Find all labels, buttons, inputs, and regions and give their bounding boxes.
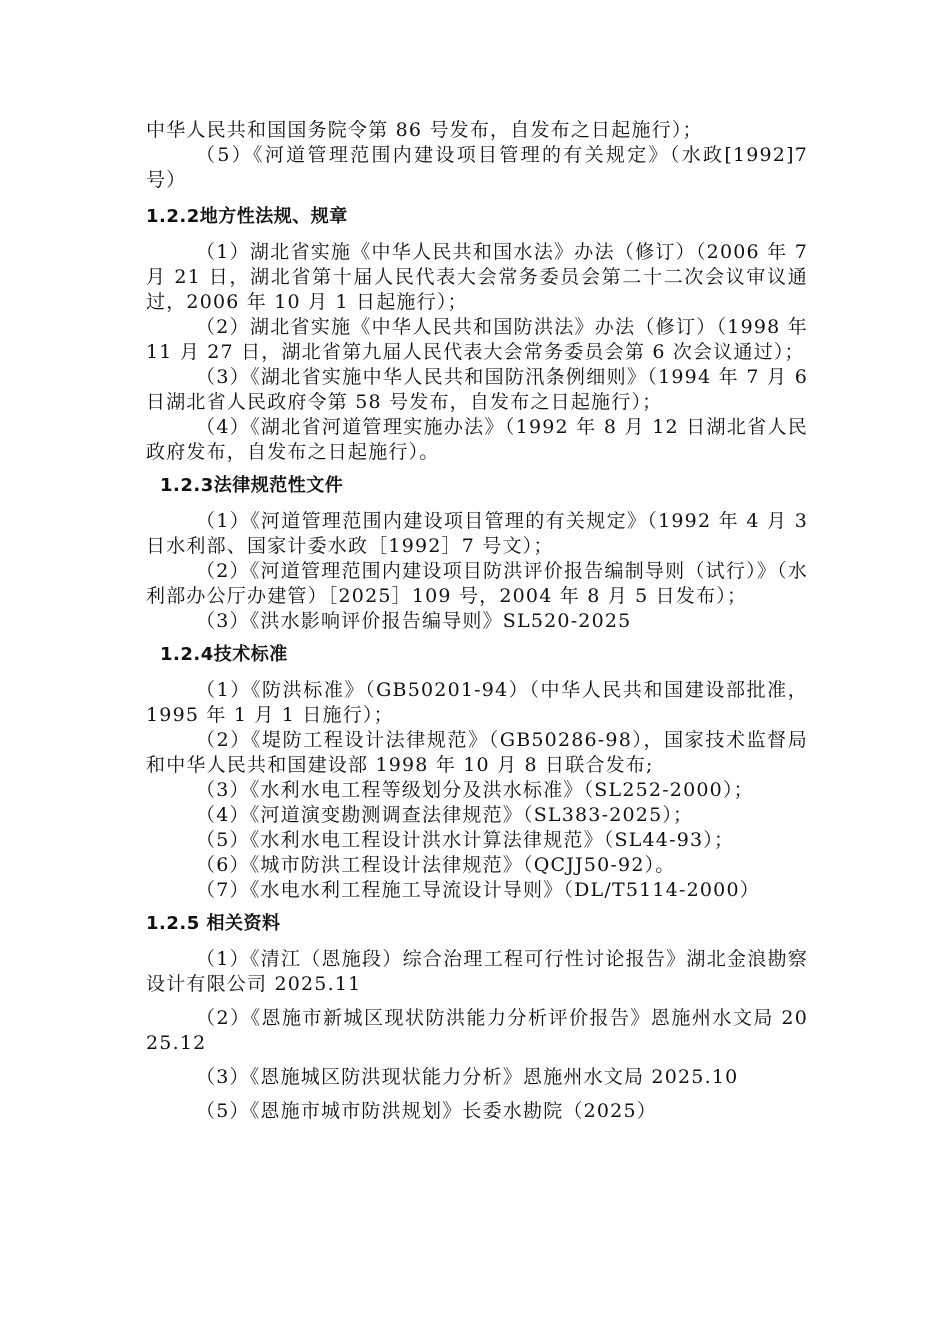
list-item: （2）湖北省实施《中华人民共和国防洪法》办法（修订）（1998 年 11 月 27 日，湖北省第九届人民代表大会常务委员会第 6 次会议通过）；: [146, 316, 808, 363]
list-item: （1）《清江（恩施段）综合治理工程可行性讨论报告》湖北金浪勘察设计有限公司 2025.11: [146, 948, 808, 995]
list-item: （5）《水利水电工程设计洪水计算法律规范》（SL44-93）；: [196, 829, 735, 851]
list-item: （3）《洪水影响评价报告编导则》SL520-2025: [196, 610, 632, 632]
heading-1-2-4: 1.2.4技术标准: [160, 644, 288, 665]
list-item: （2）《河道管理范围内建设项目防洪评价报告编制导则（试行）》（水利部办公厅办建管）［2025］109 号，2004 年 8 月 5 日发布）；: [146, 560, 808, 607]
document-page: [146, 118, 808, 1133]
list-item: （5）《恩施市城市防洪规划》长委水勘院（2025）: [196, 1100, 657, 1122]
heading-1-2-3: 1.2.3法律规范性文件: [160, 475, 344, 496]
list-item: （2）《堤防工程设计法律规范》（GB50286-98），国家技术监督局和中华人民共和国建设部 1998 年 10 月 8 日联合发布;: [146, 729, 808, 776]
heading-1-2-2: 1.2.2地方性法规、规章: [146, 206, 348, 227]
list-item: （3）《湖北省实施中华人民共和国防汛条例细则》（1994 年 7 月 6 日湖北省人民政府令第 58 号发布，自发布之日起施行）；: [146, 366, 808, 413]
list-item: （1）《河道管理范围内建设项目管理的有关规定》（1992 年 4 月 3 日水利部、国家计委水政［1992］7 号文）；: [146, 510, 808, 557]
paragraph-continuation: 中华人民共和国国务院令第 86 号发布，自发布之日起施行）；: [146, 119, 703, 141]
regulation-item-5: （5）《河道管理范围内建设项目管理的有关规定》（水政[1992]7 号）: [146, 144, 808, 191]
list-item: （2）《恩施市新城区现状防洪能力分析评价报告》恩施州水文局 2025.12: [146, 1007, 808, 1054]
heading-1-2-5: 1.2.5 相关资料: [146, 913, 281, 934]
list-item: （1）《防洪标准》（GB50201-94）（中华人民共和国建设部批准，1995 年 1 月 1 日施行）；: [146, 679, 808, 726]
list-item: （7）《水电水利工程施工导流设计导则》（DL/T5114-2000）: [196, 879, 760, 901]
list-item: （3）《水利水电工程等级划分及洪水标准》（SL252-2000）；: [196, 779, 754, 801]
list-item: （6）《城市防洪工程设计法律规范》（QCJJ50-92）。: [196, 854, 676, 876]
list-item: （4）《河道演变勘测调查法律规范》（SL383-2025）；: [196, 804, 694, 826]
list-item: （1）湖北省实施《中华人民共和国水法》办法（修订）（2006 年 7 月 21 日，湖北省第十届人民代表大会常务委员会第二十二次会议审议通过，2006 年 10 月 1 日起施行）；: [146, 241, 808, 313]
list-item: （3）《恩施城区防洪现状能力分析》恩施州水文局 2025.10: [196, 1066, 739, 1088]
list-item: （4）《湖北省河道管理实施办法》（1992 年 8 月 12 日湖北省人民政府发布，自发布之日起施行）。: [146, 416, 808, 463]
